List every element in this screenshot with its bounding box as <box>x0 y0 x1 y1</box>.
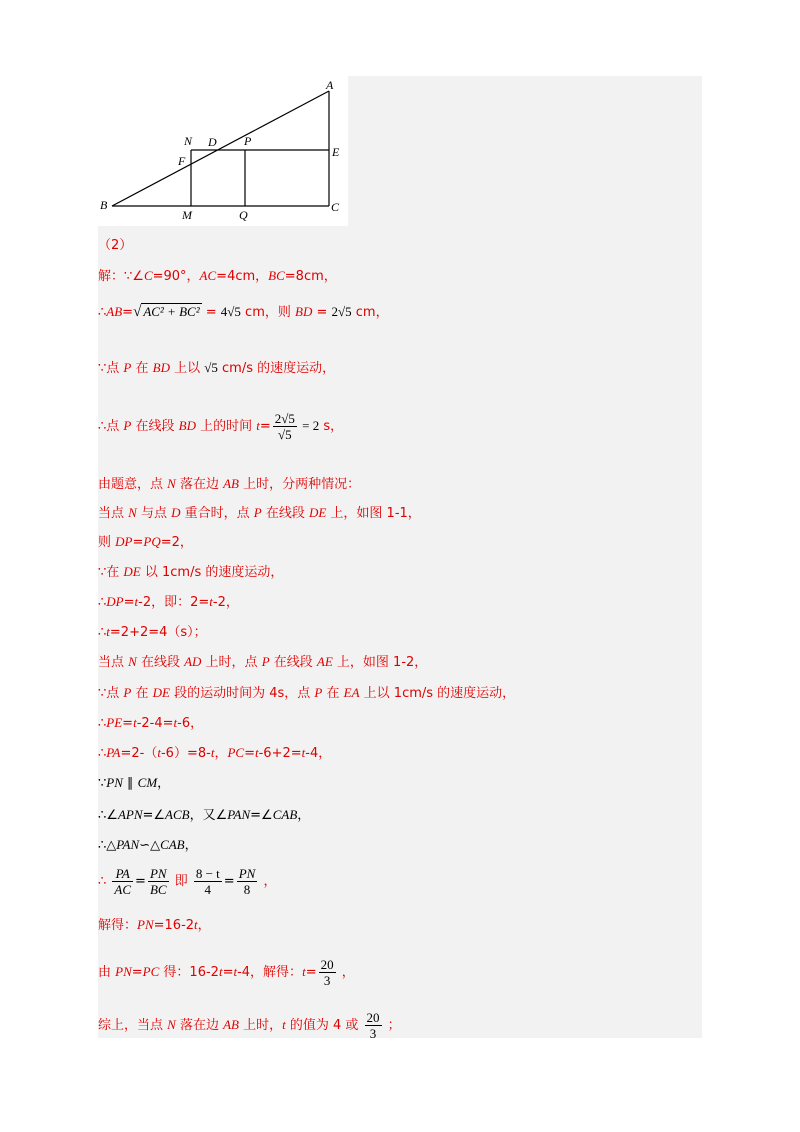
var: DE <box>308 505 327 520</box>
text: 落在边 <box>175 1018 224 1033</box>
label-e: E <box>332 145 340 159</box>
fraction-pa-ac <box>112 866 133 897</box>
value: = 2 <box>298 418 320 433</box>
text: -2，即：2= <box>138 595 210 610</box>
text: =16-2 <box>153 918 195 933</box>
var: t <box>302 964 306 979</box>
text: = <box>244 746 255 761</box>
denominator: 8 <box>243 882 251 897</box>
fraction-8-t-4 <box>194 866 222 897</box>
text: -2， <box>212 595 239 610</box>
text: -6）=8- <box>160 746 211 761</box>
var: t <box>233 964 238 979</box>
text: 解得： <box>98 918 138 933</box>
text: -2-4= <box>136 716 174 731</box>
var: P <box>261 654 270 669</box>
var: PE <box>106 715 123 730</box>
var: AB <box>223 1017 239 1032</box>
text: 以 1cm/s 的速度运动， <box>140 565 284 580</box>
var: t <box>301 745 306 760</box>
text: 在 <box>131 361 153 376</box>
text: ∴△ <box>98 838 117 853</box>
text: cm/s 的速度运动， <box>217 361 336 376</box>
text: ∽△ <box>139 838 161 853</box>
var: N <box>128 505 137 520</box>
var: t <box>210 745 215 760</box>
numerator: PA <box>112 866 133 882</box>
line-givens <box>98 266 337 287</box>
line-dp-pq <box>98 532 193 553</box>
text: ∴ <box>98 746 107 761</box>
text: 与点 <box>136 506 172 521</box>
var: t <box>256 418 260 433</box>
var: P <box>123 418 132 433</box>
text: ， <box>197 918 211 933</box>
numerator: PN <box>149 866 167 881</box>
var: t <box>218 964 223 979</box>
part-label: （2） <box>98 238 133 253</box>
text: = <box>222 965 234 980</box>
label-c: C <box>331 200 340 214</box>
var: t <box>254 745 259 760</box>
text: 落在边 <box>175 477 224 492</box>
text: 重合时，点 <box>180 506 254 521</box>
label-m: M <box>182 208 192 222</box>
text: 上，如图 1-2， <box>332 655 428 670</box>
var: P <box>314 685 323 700</box>
text: 即 <box>170 874 192 889</box>
var: CAB <box>160 837 185 852</box>
var: PN <box>137 917 154 932</box>
var: D <box>171 505 181 520</box>
line-time-bd <box>98 411 343 442</box>
var: P <box>123 360 132 375</box>
var: AE <box>316 654 333 669</box>
var: PN <box>115 964 132 979</box>
text: = <box>201 305 221 320</box>
var: AC <box>199 268 217 283</box>
fraction-pn-8 <box>237 866 258 897</box>
text: 解：∵∠ <box>98 269 144 284</box>
numerator: 2√5 <box>274 411 295 426</box>
line-pn-solution <box>98 915 211 936</box>
text: = <box>122 716 134 731</box>
line-case-1 <box>98 503 421 524</box>
text: 由题意，点 <box>98 477 168 492</box>
text: ∴点 <box>98 419 124 434</box>
line-de-time <box>98 683 515 704</box>
label-f: F <box>178 154 186 168</box>
text: = <box>305 965 317 980</box>
var: AD <box>184 654 202 669</box>
var: DP <box>115 534 133 549</box>
denominator: 3 <box>369 1026 377 1041</box>
text: 在线段 <box>261 506 309 521</box>
text: 上的时间 <box>195 419 257 434</box>
label-q: Q <box>239 208 248 222</box>
text: cm， <box>351 305 389 320</box>
text: ， <box>214 746 228 761</box>
line-dp-eq <box>98 592 239 613</box>
fraction <box>273 411 297 442</box>
text: 上，如图 1-1， <box>326 506 421 521</box>
text: = <box>131 965 143 980</box>
text: 在线段 <box>269 655 317 670</box>
var: PQ <box>143 534 161 549</box>
line-speed <box>98 358 335 379</box>
text: 得：16-2 <box>159 965 219 980</box>
var: EA <box>343 685 360 700</box>
var: t <box>157 745 161 760</box>
text: = <box>312 305 332 320</box>
text: ， <box>337 965 355 980</box>
text: ∥ <box>122 776 138 791</box>
text: =4cm， <box>216 269 269 284</box>
var: N <box>167 476 176 491</box>
var: PN <box>106 775 123 790</box>
fraction-20-3 <box>365 1010 382 1041</box>
equals: = <box>223 874 235 889</box>
text: =∠ <box>142 808 166 823</box>
line-similar <box>98 835 198 856</box>
text: 的值为 4 或 <box>285 1018 363 1033</box>
line-case-2 <box>98 652 427 673</box>
line-t-4 <box>98 622 207 643</box>
text: =8cm， <box>284 269 337 284</box>
text: =2-（ <box>120 746 158 761</box>
text: ∴∠ <box>98 808 118 823</box>
text: 上时，分两种情况： <box>238 477 361 492</box>
denominator: 4 <box>204 882 212 897</box>
radicand: AC² + BC² <box>143 304 200 319</box>
text: =2， <box>160 535 193 550</box>
text: =∠ <box>250 808 273 823</box>
text: -4，解得： <box>237 965 303 980</box>
text: ， <box>157 776 171 791</box>
var: t <box>282 1017 286 1032</box>
equals: = <box>135 874 146 889</box>
text: 在线段 <box>131 419 179 434</box>
text: -4， <box>305 746 332 761</box>
text: ； <box>383 1018 401 1033</box>
text: ∴ <box>98 625 107 640</box>
var: DE <box>123 564 141 579</box>
text: ，又∠ <box>189 808 228 823</box>
var: BC <box>268 268 285 283</box>
text: 由 <box>98 965 116 980</box>
var: PAN <box>116 837 140 852</box>
text: 当点 <box>98 506 129 521</box>
var: PC <box>142 964 160 979</box>
var: CAB <box>272 807 298 822</box>
text: =90°， <box>152 269 200 284</box>
numerator: 20 <box>366 1010 380 1025</box>
line-ab-length <box>98 302 389 323</box>
label-n: N <box>184 134 193 148</box>
line-part-2 <box>98 236 132 256</box>
var: APN <box>117 807 143 822</box>
text: ∴ <box>98 305 107 320</box>
text: ∵点 <box>98 686 124 701</box>
var: ACB <box>165 807 190 822</box>
var: PC <box>227 745 245 760</box>
numerator: 20 <box>320 957 334 972</box>
label-d: D <box>208 135 217 149</box>
value: 2√5 <box>331 304 352 319</box>
text: cm，则 <box>240 305 295 320</box>
var: t <box>106 624 110 639</box>
text: 段的运动时间为 4s，点 <box>169 686 315 701</box>
numerator: PN <box>238 866 256 881</box>
var: t <box>133 715 137 730</box>
label-p: P <box>244 134 252 148</box>
text: ∴ <box>98 595 107 610</box>
fraction-20-3 <box>319 957 336 988</box>
line-conclusion <box>98 1010 401 1041</box>
var: t <box>209 594 213 609</box>
text: = <box>132 535 144 550</box>
text: 在 <box>322 686 344 701</box>
fraction-pn-bc <box>148 866 169 897</box>
value: √5 <box>204 360 218 375</box>
denominator: 3 <box>323 973 331 988</box>
segment-ba <box>112 91 329 206</box>
text: ∵点 <box>98 361 124 376</box>
text: ∵在 <box>98 565 124 580</box>
text: = <box>122 305 134 320</box>
line-pa-pc <box>98 743 331 764</box>
text: ， <box>297 808 311 823</box>
text: 上时，点 <box>201 655 262 670</box>
var: DE <box>152 685 170 700</box>
text: ∴ <box>98 716 107 731</box>
var: DP <box>106 594 124 609</box>
text: 在线段 <box>136 655 185 670</box>
geometry-figure <box>98 76 348 226</box>
numerator: 8 − t <box>195 866 220 881</box>
value: 4√5 <box>220 304 241 319</box>
var: t <box>173 715 178 730</box>
var: P <box>123 685 132 700</box>
var: BD <box>295 304 313 319</box>
text: ， <box>184 838 198 853</box>
text: ， <box>259 874 277 889</box>
text: 在 <box>131 686 153 701</box>
var: PAN <box>227 807 251 822</box>
denominator: BC <box>149 882 167 897</box>
var: N <box>128 654 137 669</box>
line-ratio <box>98 866 276 897</box>
text: s， <box>319 419 344 434</box>
text: ∵ <box>98 776 107 791</box>
text: -6， <box>177 716 204 731</box>
var: C <box>143 268 153 283</box>
text: = <box>259 419 271 434</box>
var: AB <box>106 304 123 319</box>
radical: √ AC² + BC² <box>133 304 200 320</box>
var: t <box>194 917 198 932</box>
text: 上以 1cm/s 的速度运动， <box>359 686 516 701</box>
var: CM <box>137 775 158 790</box>
line-angles <box>98 805 310 826</box>
text: ∴ <box>98 874 111 889</box>
line-parallel <box>98 773 170 794</box>
var: BD <box>152 360 170 375</box>
text: -6+2= <box>258 746 302 761</box>
var: N <box>167 1017 176 1032</box>
var: P <box>253 505 262 520</box>
text: 综上，当点 <box>98 1018 168 1033</box>
line-two-cases <box>98 474 360 495</box>
var: BD <box>178 418 196 433</box>
line-de-speed <box>98 562 283 583</box>
var: AB <box>223 476 239 491</box>
text: =2+2=4（s）； <box>109 625 207 640</box>
line-pe <box>98 713 203 734</box>
text: 则 <box>98 535 116 550</box>
text: 上以 <box>169 361 205 376</box>
var: PA <box>106 745 121 760</box>
var: t <box>134 594 139 609</box>
denominator: √5 <box>278 427 292 442</box>
text: = <box>123 595 135 610</box>
line-t-solution <box>98 957 355 988</box>
triangle-diagram <box>98 76 348 226</box>
label-b: B <box>100 198 108 212</box>
denominator: AC <box>114 882 132 897</box>
label-a: A <box>326 78 334 92</box>
text: 上时， <box>238 1018 283 1033</box>
text: 当点 <box>98 655 129 670</box>
